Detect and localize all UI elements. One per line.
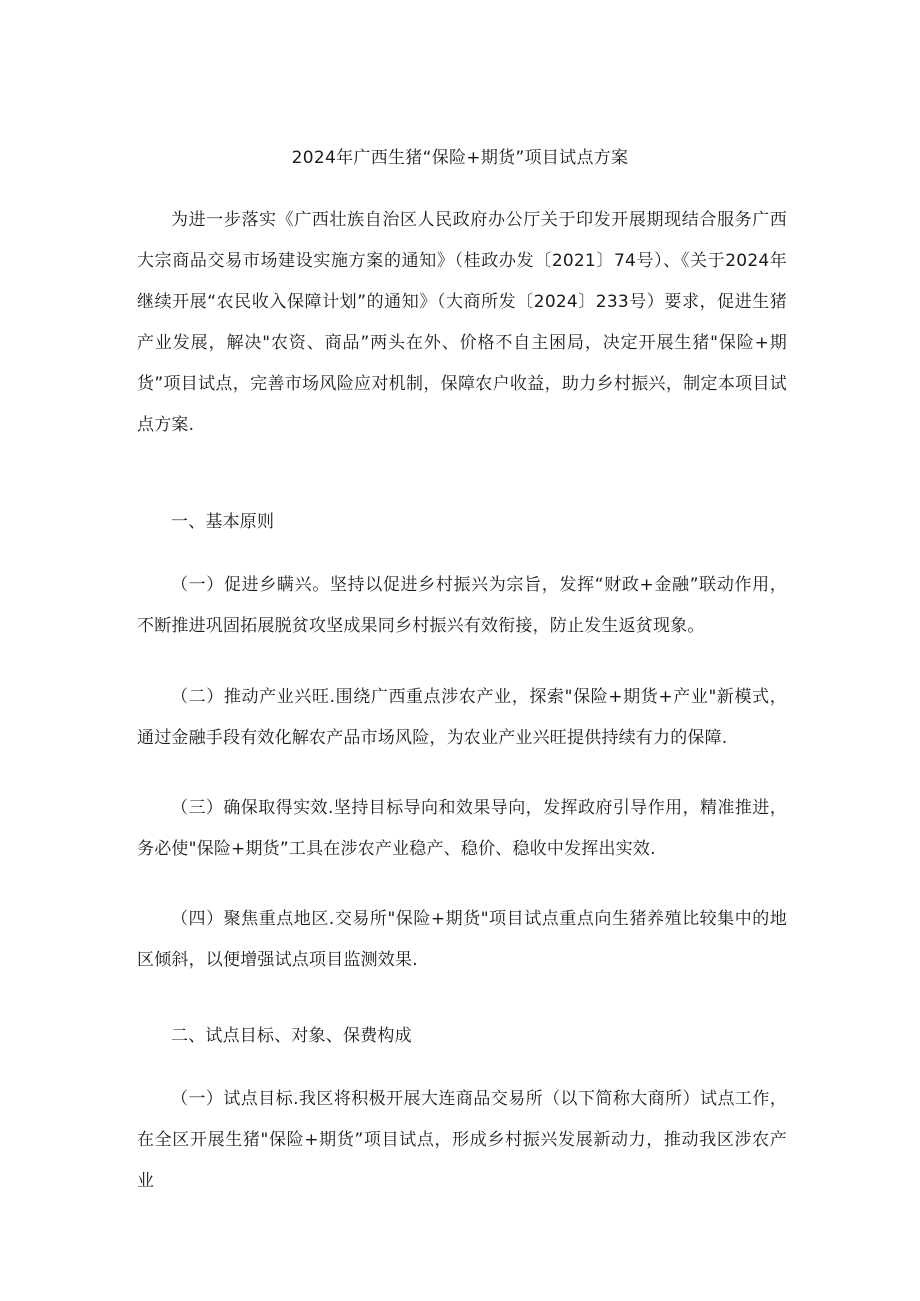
document-title: 2024年广西生猪“保险+期货”项目试点方案 — [291, 148, 629, 168]
section-2-item-1: （一）试点目标.我区将积极开展大连商品交易所（以下简称大商所）试点工作，在全区开展生猪"保险+期货”项目试点，形成乡村振兴发展新动力，推动我区涉农产业 — [137, 1089, 787, 1191]
section-1-item-1: （一）促进乡瞒兴。坚持以促进乡村振兴为宗旨，发挥“财政+金融”联动作用，不断推进巩固拓展脱贫攻坚成果同乡村振兴有效衔接，防止发生返贫现象。 — [137, 575, 787, 636]
intro-paragraph: 为进一步落实《广西壮族自治区人民政府办公厅关于印发开展期现结合服务广西大宗商品交易市场建设实施方案的通知》（桂政办发〔2021〕74号）、《关于2024年继续开展“农民收入保障计划”的通知》（大商所发〔2024〕233号）要求，促进生猪产业发展，解决"农资、商品”两头在外、价格不自主困局，决定开展生猪"保险+期货”项目试点，完善市场风险应对机制，保障农户收益，助力乡村振兴，制定本项目试点方案. — [137, 210, 787, 435]
section-1-heading: 一、基本原则 — [171, 512, 275, 532]
section-2-heading: 二、试点目标、对象、保费构成 — [171, 1026, 412, 1046]
section-1-item-2: （二）推动产业兴旺.围绕广西重点涉农产业，探索"保险+期货+产业"新模式，通过金融手段有效化解农产品市场风险，为农业产业兴旺提供持续有力的保障. — [137, 687, 787, 748]
section-1-item-4: （四）聚焦重点地区.交易所"保险+期货"项目试点重点向生猪养殖比较集中的地区倾斜，以便增强试点项目监测效果. — [137, 909, 787, 970]
section-1-item-3: （三）确保取得实效.坚持目标导向和效果导向，发挥政府引导作用，精准推进，务必使"保险+期货”工具在涉农产业稳产、稳价、稳收中发挥出实效. — [137, 798, 787, 859]
